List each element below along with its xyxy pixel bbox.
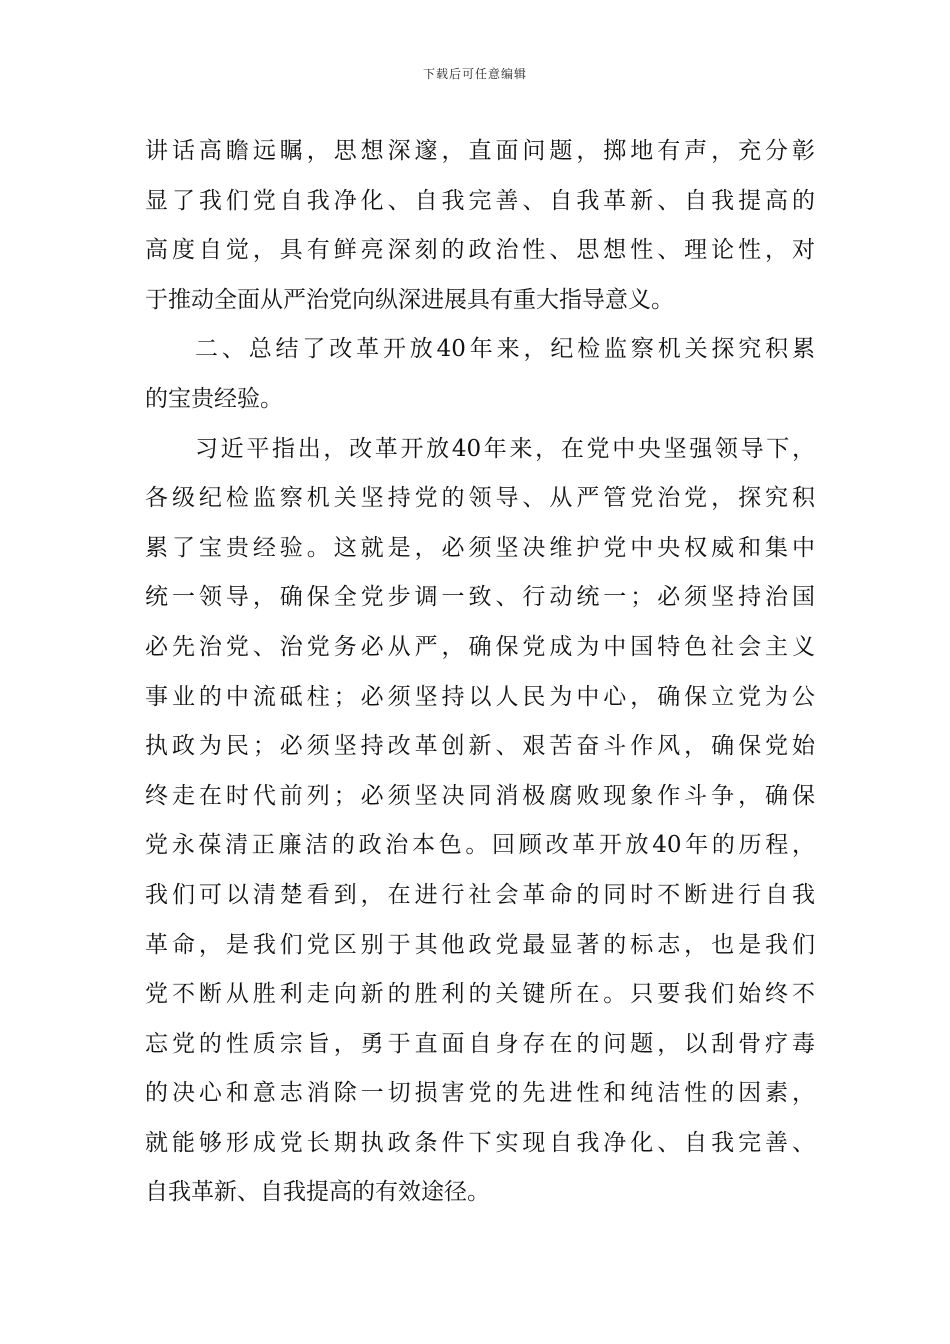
document-body <box>145 127 815 1218</box>
text-line: 事业的中流砥柱；必须坚持以人民为中心，确保立党为公 <box>145 683 815 710</box>
text-line: 就能够形成党长期执政条件下实现自我净化、自我完善、 <box>145 1129 815 1156</box>
text-line: 累了宝贵经验。这就是，必须坚决维护党中央权威和集中 <box>145 534 815 561</box>
paragraph <box>145 425 815 1219</box>
text-line: 必先治党、治党务必从严，确保党成为中国特色社会主义 <box>145 633 815 660</box>
text-line: 讲话高瞻远瞩，思想深邃，直面问题，掷地有声，充分彰 <box>145 138 815 164</box>
text-line: 高度自觉，具有鲜亮深刻的政治性、思想性、理论性，对 <box>145 237 815 264</box>
paragraph <box>145 127 815 325</box>
text-line: 的决心和意志消除一切损害党的先进性和纯洁性的因素， <box>145 1080 815 1107</box>
text-line: 显了我们党自我净化、自我完善、自我革新、自我提高的 <box>145 187 815 214</box>
paragraph <box>145 325 815 424</box>
text-line: 统一领导，确保全党步调一致、行动统一；必须坚持治国 <box>145 584 815 611</box>
text-line: 于推动全面从严治党向纵深进展具有重大指导意义。 <box>145 286 674 313</box>
page-header: 下载后可任意编辑 <box>422 67 527 81</box>
text-line: 忘党的性质宗旨，勇于直面自身存在的问题，以刮骨疗毒 <box>145 1030 815 1057</box>
text-line: 习近平指出，改革开放40年来，在党中央坚强领导下， <box>195 435 815 462</box>
text-line: 终走在时代前列；必须坚决同消极腐败现象作斗争，确保 <box>145 782 815 809</box>
text-line: 执政为民；必须坚持改革创新、艰苦奋斗作风，确保党始 <box>145 733 815 760</box>
text-line: 的宝贵经验。 <box>145 385 283 412</box>
text-line: 自我革新、自我提高的有效途径。 <box>145 1179 490 1206</box>
text-line: 二、总结了改革开放40年来，纪检监察机关探究积累 <box>195 336 815 363</box>
text-line: 各级纪检监察机关坚持党的领导、从严管党治党，探究积 <box>145 485 815 512</box>
text-line: 我们可以清楚看到，在进行社会革命的同时不断进行自我 <box>145 881 815 908</box>
text-line: 革命，是我们党区别于其他政党最显著的标志，也是我们 <box>145 931 815 958</box>
text-line: 党不断从胜利走向新的胜利的关键所在。只要我们始终不 <box>145 981 815 1008</box>
text-line: 党永葆清正廉洁的政治本色。回顾改革开放40年的历程， <box>145 832 815 859</box>
